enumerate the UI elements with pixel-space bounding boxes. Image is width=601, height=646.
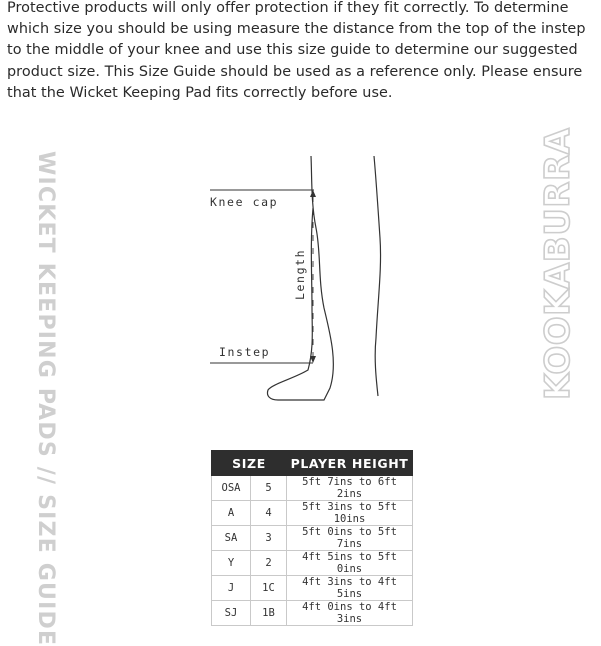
size-code: Y: [212, 551, 251, 576]
knee-label: Knee cap: [210, 195, 279, 209]
size-code: SJ: [212, 601, 251, 626]
leg-measurement-diagram: [200, 148, 400, 408]
size-number: 4: [251, 501, 287, 526]
table-row: [212, 601, 413, 626]
brand-logo: KOOKABURRA: [538, 127, 578, 400]
player-height: 5ft 7ins to 6ft 2ins: [287, 476, 413, 501]
table-header-row: [212, 451, 413, 476]
player-height-header: PLAYER HEIGHT: [287, 451, 413, 476]
size-code: OSA: [212, 476, 251, 501]
player-height: 5ft 0ins to 5ft 7ins: [287, 526, 413, 551]
instep-label: Instep: [219, 345, 271, 359]
size-code: J: [212, 576, 251, 601]
intro-paragraph: Protective products will only offer protection if they fit correctly. To determine which size you should be using measure the distance from the top of the instep to the middle of your knee and use this size guide to determine our suggested product size. This Size Guide should be used as a reference only. Please ensure that the Wicket Keeping Pad fits correctly before use.: [7, 0, 586, 101]
player-height: 4ft 0ins to 4ft 3ins: [287, 601, 413, 626]
side-title: WICKET KEEPING PADS // SIZE GUIDE: [33, 151, 58, 646]
table-row: [212, 501, 413, 526]
player-height: 4ft 3ins to 4ft 5ins: [287, 576, 413, 601]
size-code: SA: [212, 526, 251, 551]
size-code: A: [212, 501, 251, 526]
player-height: 4ft 5ins to 5ft 0ins: [287, 551, 413, 576]
size-number: 2: [251, 551, 287, 576]
player-height: 5ft 3ins to 5ft 10ins: [287, 501, 413, 526]
size-number: 3: [251, 526, 287, 551]
size-number: 1B: [251, 601, 287, 626]
table-row: [212, 576, 413, 601]
table-row: [212, 551, 413, 576]
size-table: [211, 450, 413, 626]
size-number: 1C: [251, 576, 287, 601]
table-row: [212, 526, 413, 551]
length-label: Length: [293, 248, 307, 300]
size-header: SIZE: [212, 451, 287, 476]
table-row: [212, 476, 413, 501]
size-number: 5: [251, 476, 287, 501]
